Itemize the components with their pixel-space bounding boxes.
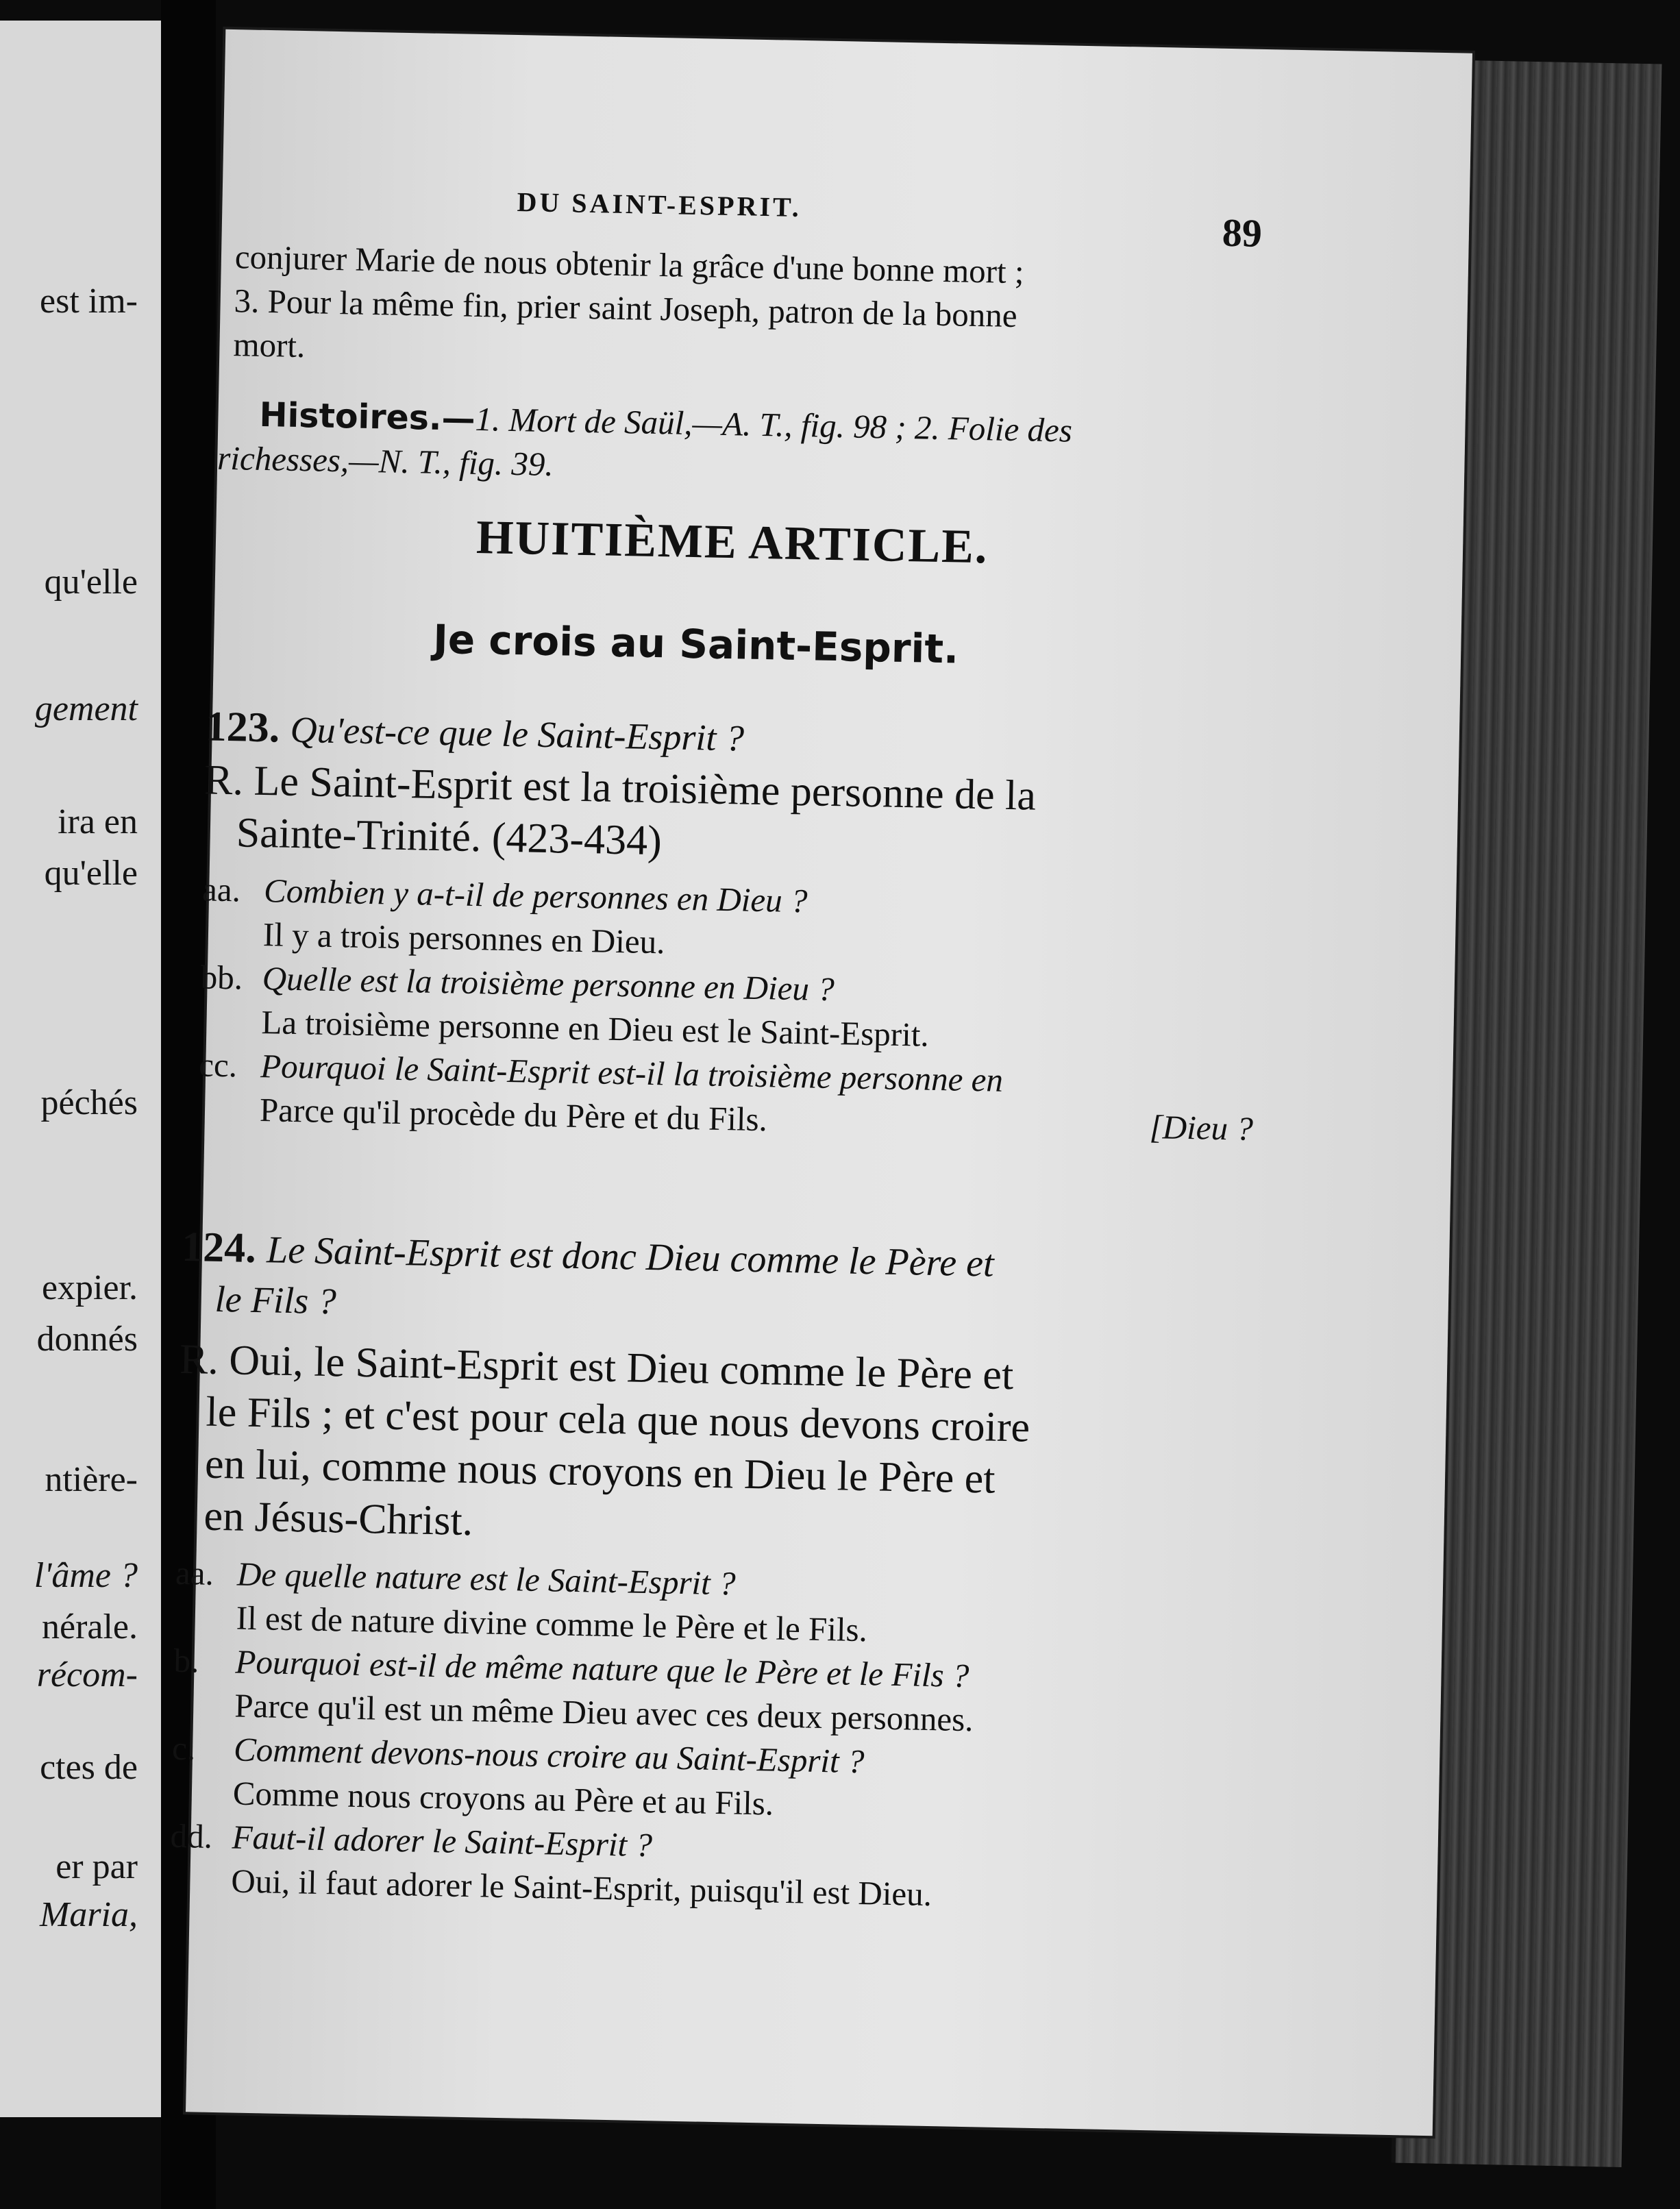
left-fragment: qu'elle (44, 563, 138, 602)
left-fragment: gement (34, 689, 138, 728)
left-fragment: qu'elle (44, 854, 138, 893)
left-fragment: expier. (41, 1268, 138, 1307)
sub-answer: Il est de nature divine comme le Père et le Fils. (236, 1599, 868, 1649)
sub-question: Pourquoi le Saint-Esprit est-il la troisième personne en (260, 1047, 1004, 1099)
question-number: 123. (205, 703, 280, 752)
left-fragment: ntière- (45, 1460, 138, 1499)
answer-line: le Fils ; et c'est pour cela que nous devons croire (205, 1388, 1030, 1451)
answer-line: Sainte-Trinité. (423-434) (236, 809, 663, 865)
page-number: 89 (1222, 210, 1263, 256)
main-page (170, 29, 1472, 2136)
left-fragment: l'âme ? (34, 1556, 138, 1595)
histoires-label: Histoires.— (259, 395, 476, 439)
answer-line: en lui, comme nous croyons en Dieu le Père et (204, 1440, 996, 1503)
question-123 (197, 700, 1261, 1150)
question-text: Qu'est-ce que le Saint-Esprit ? (290, 708, 745, 759)
sub-label: aa. (201, 870, 241, 909)
sub-label: c. (171, 1729, 196, 1768)
sub-label: aa. (175, 1553, 214, 1592)
answer-line: en Jésus-Christ. (203, 1492, 473, 1545)
left-fragment: nérale. (41, 1607, 138, 1646)
running-head: DU SAINT-ESPRIT. (517, 186, 802, 223)
intro-paragraph (219, 235, 1024, 382)
question-text: Le Saint-Esprit est donc Dieu comme le Père et (266, 1229, 995, 1285)
sub-question: Pourquoi est-il de même nature que le Père et le Fils ? (235, 1642, 969, 1695)
sub-label: dd. (170, 1816, 213, 1855)
article-title: HUITIÈME ARTICLE. (475, 510, 989, 574)
left-fragment: Maria, (40, 1895, 138, 1934)
article-subtitle: Je crois au Saint-Esprit. (432, 615, 959, 673)
answer-line: R. Le Saint-Esprit est la troisième personne de la (203, 756, 1037, 819)
intro-line: conjurer Marie de nous obtenir la grâce d'une bonne mort ; (234, 238, 1025, 291)
left-fragment: donnés (36, 1320, 138, 1359)
sub-answer: Il y a trois personnes en Dieu. (262, 915, 665, 961)
sub-answer: Parce qu'il procède du Père et du Fils. (259, 1091, 768, 1139)
left-fragment: péchés (40, 1083, 138, 1122)
sub-question: Quelle est la troisième personne en Dieu ? (262, 959, 835, 1009)
histoires-line: richesses,—N. T., fig. 39. (217, 439, 554, 484)
histoires-paragraph (217, 393, 1073, 497)
left-fragment: récom- (36, 1655, 138, 1694)
question-124 (169, 1221, 1033, 1918)
sub-answer: La troisième personne en Dieu est le Saint-Esprit. (261, 1003, 930, 1054)
sub-label: bb. (200, 958, 243, 997)
left-fragment: ctes de (40, 1748, 138, 1787)
left-fragment: est im- (40, 282, 138, 321)
sub-answer: Parce qu'il est un même Dieu avec ces deux personnes. (234, 1686, 974, 1739)
left-fragment: er par (55, 1847, 138, 1886)
sub-answer: Oui, il faut adorer le Saint-Esprit, puisqu'il est Dieu. (230, 1862, 932, 1914)
intro-line: 3. Pour la même fin, prier saint Joseph, patron de la bonne (234, 282, 1018, 335)
sub-question: Combien y a-t-il de personnes en Dieu ? (263, 872, 808, 920)
question-number: 124. (181, 1223, 257, 1272)
sub-label: cc. (198, 1046, 238, 1085)
sub-question-continuation: [Dieu ? (1149, 1107, 1254, 1148)
left-fragment: ira en (58, 802, 138, 841)
question-text: le Fils ? (214, 1278, 337, 1322)
answer-line: R. Oui, le Saint-Esprit est Dieu comme le Père et (179, 1335, 1014, 1399)
sub-question: Comment devons-nous croire au Saint-Esprit ? (233, 1730, 865, 1781)
sub-question: De quelle nature est le Saint-Esprit ? (236, 1555, 737, 1603)
sub-label: b. (173, 1641, 199, 1680)
intro-line: mort. (232, 325, 306, 365)
histoires-line: 1. Mort de Saül,—A. T., fig. 98 ; 2. Folie des (475, 399, 1073, 449)
left-facing-page (0, 21, 165, 2117)
sub-question: Faut-il adorer le Saint-Esprit ? (232, 1818, 653, 1864)
sub-answer: Comme nous croyons au Père et au Fils. (232, 1774, 774, 1823)
